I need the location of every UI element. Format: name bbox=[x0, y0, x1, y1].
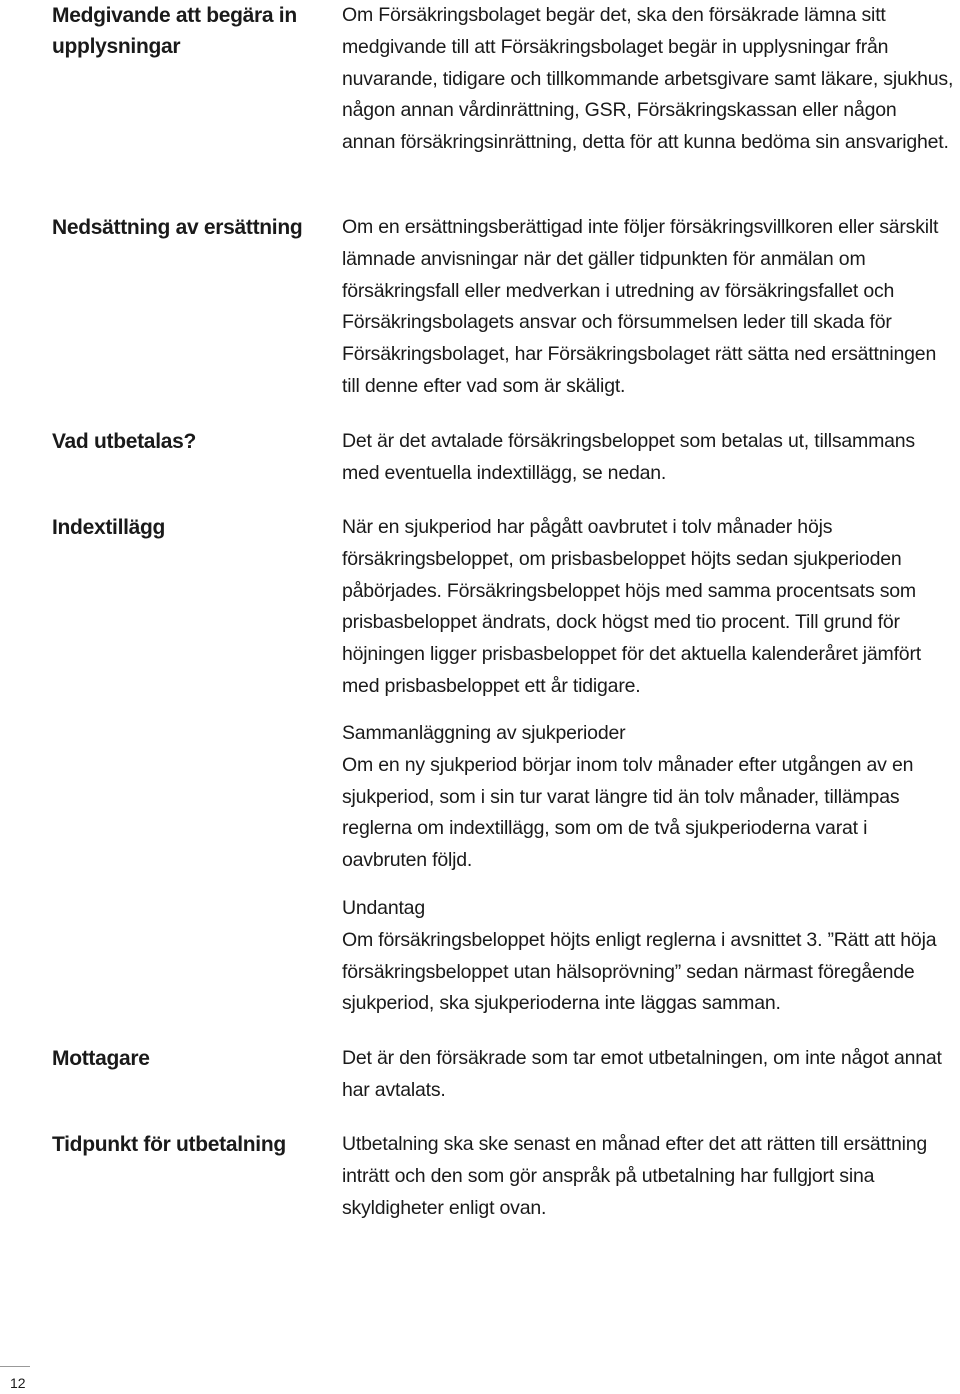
heading-recipient: Mottagare bbox=[52, 1047, 150, 1070]
heading-reduction: Nedsättning av ersättning bbox=[52, 216, 303, 239]
exception-paragraph: Om försäkringsbeloppet höjts enligt reglerna i avsnittet 3. ”Rätt att höja försäkringsbeloppet utan hälsoprövning” sedan närmast föregående sjukperiod, ska sjukperioderna inte läggas samman. bbox=[342, 928, 937, 1015]
paragraph-timing: Utbetalning ska ske senast en månad efter det att rätten till ersättning inträtt och den som gör anspråk på utbetalning har fullgjort sina skyldigheter enligt ovan. bbox=[342, 1133, 928, 1219]
merge-paragraph: Om en ny sjukperiod börjar inom tolv månader efter utgången av en sjukperiod, som i sin tur varat längre tid än tolv månader, tillämpas reglerna om indextillägg, som om de två sjukperioderna varat i oavbruten följd. bbox=[342, 753, 914, 872]
merge-subheading: Sammanläggning av sjukperioder bbox=[342, 722, 626, 744]
heading-consent: Medgivande att begära in upplysningar bbox=[52, 4, 297, 58]
exception-block bbox=[342, 893, 954, 1020]
exception-subheading: Undantag bbox=[342, 897, 425, 919]
paragraph-reduction: Om en ersättningsberättigad inte följer försäkringsvillkoren eller särskilt lämnade anvisningar när det gäller tidpunkten för anmälan om försäkringsfall eller medverkan i utredning av försäkringsfallet och Försäkringsbolagets ansvar och försummelsen leder till skada för Försäkringsbolaget, har Försäkringsbolaget rätt sätta ned ersättningen till denne efter vad som är skäligt. bbox=[342, 216, 939, 397]
heading-payout: Vad utbetalas? bbox=[52, 430, 197, 453]
merge-block bbox=[342, 718, 954, 877]
heading-timing: Tidpunkt för utbetalning bbox=[52, 1133, 286, 1156]
page-number: 12 bbox=[10, 1375, 26, 1391]
paragraph-index: När en sjukperiod har pågått oavbrutet i tolv månader höjs försäkringsbeloppet, om prisbasbeloppet höjts sedan sjukperioden påbörjades. Försäkringsbeloppet höjs med samma procentsats som prisbasbeloppet ändrats, dock högst med tio procent. Till grund för höjningen ligger prisbasbeloppet för det aktuella kalenderåret jämfört med prisbasbeloppet ett år tidigare. bbox=[342, 516, 921, 697]
paragraph-recipient: Det är den försäkrade som tar emot utbetalningen, om inte något annat har avtalats. bbox=[342, 1047, 942, 1101]
page-number-rule bbox=[0, 1366, 30, 1367]
paragraph-consent: Om Försäkringsbolaget begär det, ska den försäkrade lämna sitt medgivande till att Försäkringsbolaget begär in upplysningar från nuvarande, tidigare och tillkommande arbetsgivare samt läkare, sjukhus, någon annan vårdinrättning, GSR, Försäkringskassan eller någon annan försäkringsinrättning, detta för att kunna bedöma sin ansvarighet. bbox=[342, 4, 954, 154]
paragraph-payout: Det är det avtalade försäkringsbeloppet som betalas ut, tillsammans med eventuella indextillägg, se nedan. bbox=[342, 430, 915, 484]
heading-index: Indextillägg bbox=[52, 516, 166, 539]
